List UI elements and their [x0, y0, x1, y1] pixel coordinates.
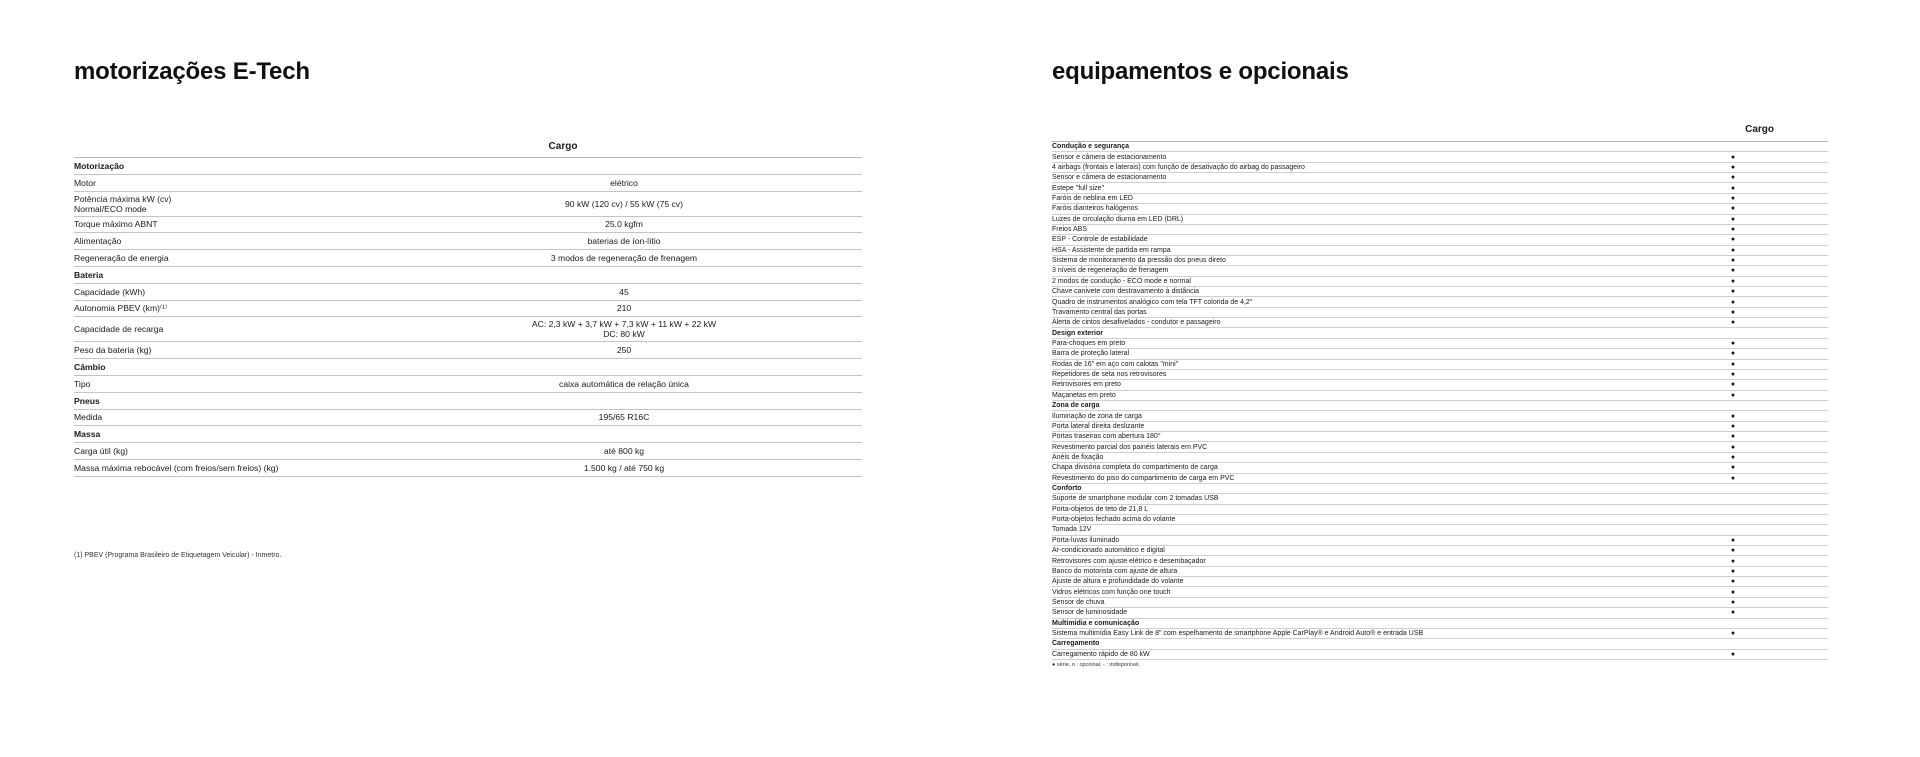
- section-header: [1052, 484, 1828, 494]
- row-label: Faróis de neblina em LED: [1052, 194, 1133, 202]
- row-label: Freios ABS: [1052, 226, 1088, 234]
- table-row: [1052, 411, 1828, 421]
- table-row: [1052, 629, 1828, 639]
- table-row: [74, 284, 862, 301]
- table-row: [74, 376, 862, 393]
- row-label: Medida: [74, 412, 103, 423]
- spec-rows: [74, 158, 862, 477]
- table-row: [1052, 183, 1828, 193]
- availability-mark: ●: [1730, 422, 1736, 430]
- row-value: até 800 kg: [603, 446, 645, 457]
- availability-mark: ●: [1730, 547, 1736, 555]
- row-value: 210: [616, 303, 632, 314]
- section-header: [1052, 619, 1828, 629]
- availability-mark: ●: [1730, 257, 1736, 265]
- table-row: [1052, 546, 1828, 556]
- table-row: [1052, 194, 1828, 204]
- row-label: Torque máximo ABNT: [74, 219, 158, 230]
- table-row: [1052, 650, 1828, 660]
- row-value: AC: 2,3 kW + 3,7 kW + 7,3 kW + 11 kW + 22 kW DC: 80 kW: [531, 319, 717, 340]
- row-label: Carga útil (kg): [74, 446, 128, 457]
- row-label: Capacidade de recarga: [74, 324, 164, 335]
- section-header: [1052, 401, 1828, 411]
- row-label: Sensor de chuva: [1052, 598, 1105, 606]
- table-row: [1052, 339, 1828, 349]
- row-label: HSA - Assistente de partida em rampa: [1052, 246, 1171, 254]
- table-row: [1052, 453, 1828, 463]
- table-row: [1052, 494, 1828, 504]
- row-label: 4 airbags (frontais e laterais) com função de desativação do airbag do passageiro: [1052, 163, 1305, 171]
- availability-mark: ●: [1730, 298, 1736, 306]
- row-label: Porta-luvas iluminado: [1052, 536, 1120, 544]
- availability-mark: ●: [1730, 360, 1736, 368]
- availability-mark: ●: [1730, 308, 1736, 316]
- legend: ● série. o : opcional. - : indisponível.: [1052, 662, 1141, 668]
- availability-mark: ●: [1730, 194, 1736, 202]
- table-row: [1052, 277, 1828, 287]
- equipment-rows: [1052, 142, 1828, 660]
- availability-mark: ●: [1730, 464, 1736, 472]
- row-label: Porta-objetos de teto de 21,8 L: [1052, 505, 1149, 513]
- availability-mark: ●: [1730, 433, 1736, 441]
- row-label: Conforto: [1052, 485, 1082, 493]
- row-value: baterias de íon-lítio: [587, 236, 661, 247]
- row-label: Sistema de monitoramento da pressão dos pneus direto: [1052, 257, 1226, 265]
- table-row: [1052, 349, 1828, 359]
- row-label: Tipo: [74, 378, 91, 389]
- availability-mark: ●: [1730, 567, 1736, 575]
- row-label: Porta lateral direita deslizante: [1052, 422, 1145, 430]
- table-row: [1052, 215, 1828, 225]
- row-label: Regeneração de energia: [74, 253, 169, 264]
- row-label: Bateria: [74, 269, 104, 280]
- table-row: [1052, 536, 1828, 546]
- row-label: Banco do motorista com ajuste de altura: [1052, 567, 1178, 575]
- table-row: [1052, 515, 1828, 525]
- table-row: [1052, 318, 1828, 328]
- row-label: Maçanetas em preto: [1052, 391, 1116, 399]
- row-label: Sensor e câmera de estacionamento: [1052, 153, 1167, 161]
- table-row: [1052, 525, 1828, 535]
- section-header: [74, 426, 862, 443]
- row-label: Barra de proteção lateral: [1052, 350, 1130, 358]
- table-row: [74, 410, 862, 427]
- section-header: [1052, 142, 1828, 152]
- column-header: Cargo: [74, 140, 862, 158]
- row-label: Tomada 12V: [1052, 526, 1092, 534]
- table-row: [1052, 152, 1828, 162]
- table-row: [1052, 474, 1828, 484]
- table-row: [74, 301, 862, 318]
- row-value: 1.500 kg / até 750 kg: [583, 462, 665, 473]
- row-label: Condução e segurança: [1052, 143, 1130, 151]
- table-row: [1052, 370, 1828, 380]
- table-row: [1052, 380, 1828, 390]
- table-row: [1052, 432, 1828, 442]
- row-value: 3 modos de regeneração de frenagem: [550, 253, 698, 264]
- row-label: Carregamento rápido de 80 kW: [1052, 650, 1150, 658]
- availability-mark: ●: [1730, 184, 1736, 192]
- table-row: [1052, 505, 1828, 515]
- availability-mark: ●: [1730, 598, 1736, 606]
- availability-mark: ●: [1730, 474, 1736, 482]
- page-title: equipamentos e opcionais: [1052, 58, 1349, 85]
- table-row: [1052, 225, 1828, 235]
- table-row: [1052, 587, 1828, 597]
- table-row: [74, 217, 862, 234]
- availability-mark: ●: [1730, 319, 1736, 327]
- row-label: Suporte de smartphone modular com 2 tomadas USB: [1052, 495, 1219, 503]
- availability-mark: ●: [1730, 391, 1736, 399]
- row-label: Quadro de instrumentos analógico com tela TFT colorida de 4,2": [1052, 298, 1253, 306]
- row-label: ESP - Controle de estabilidade: [1052, 236, 1148, 244]
- row-label: Chapa divisória completa do compartimento de carga: [1052, 464, 1218, 472]
- availability-mark: ●: [1730, 246, 1736, 254]
- availability-mark: ●: [1730, 536, 1736, 544]
- availability-mark: ●: [1730, 443, 1736, 451]
- availability-mark: ●: [1730, 371, 1736, 379]
- table-row: [1052, 235, 1828, 245]
- row-label: Ajuste de altura e profundidade do volante: [1052, 578, 1184, 586]
- row-label: Retrovisores com ajuste elétrico e desembaçador: [1052, 557, 1206, 565]
- row-label: Potência máxima kW (cv) Normal/ECO mode: [74, 193, 172, 214]
- table-row: [1052, 204, 1828, 214]
- availability-mark: ●: [1730, 609, 1736, 617]
- row-label: Massa máxima rebocável (com freios/sem freios) (kg): [74, 462, 279, 473]
- table-row: [1052, 556, 1828, 566]
- row-value: 250: [616, 345, 632, 356]
- table-row: [1052, 297, 1828, 307]
- availability-mark: ●: [1730, 650, 1736, 658]
- row-label: Motor: [74, 177, 96, 188]
- row-label: Sensor de luminosidade: [1052, 609, 1128, 617]
- row-label: Iluminação de zona de carga: [1052, 412, 1142, 420]
- table-row: [74, 317, 862, 342]
- table-row: [1052, 173, 1828, 183]
- table-row: [74, 443, 862, 460]
- table-row: [74, 250, 862, 267]
- row-label: Anéis de fixação: [1052, 453, 1104, 461]
- row-label: Peso da bateria (kg): [74, 345, 152, 356]
- availability-mark: ●: [1730, 557, 1736, 565]
- column-header: Cargo: [1052, 124, 1828, 142]
- table-row: [1052, 163, 1828, 173]
- availability-mark: ●: [1730, 453, 1736, 461]
- row-label: Câmbio: [74, 362, 106, 373]
- row-label: Autonomia PBEV (km)⁽¹⁾: [74, 303, 168, 314]
- row-label: Massa: [74, 429, 101, 440]
- availability-mark: ●: [1730, 215, 1736, 223]
- section-header: [74, 359, 862, 376]
- availability-mark: ●: [1730, 288, 1736, 296]
- row-label: Travamento central das portas: [1052, 308, 1147, 316]
- row-label: Ar-condicionado automático e digital: [1052, 547, 1165, 555]
- row-value: 195/65 R16C: [598, 412, 650, 423]
- row-value: 25,0 kgfm: [605, 219, 643, 230]
- row-label: Revestimento do piso do compartimento de carga em PVC: [1052, 474, 1235, 482]
- table-row: [1052, 308, 1828, 318]
- table-row: [1052, 598, 1828, 608]
- section-header: [1052, 328, 1828, 338]
- row-label: Multimídia e comunicação: [1052, 619, 1140, 627]
- row-label: Capacidade (kWh): [74, 286, 146, 297]
- row-label: Revestimento parcial dos painéis laterais em PVC: [1052, 443, 1208, 451]
- availability-mark: ●: [1730, 277, 1736, 285]
- availability-mark: ●: [1730, 412, 1736, 420]
- row-label: Alimentação: [74, 236, 122, 247]
- row-label: Rodas de 16" em aço com calotas "mini": [1052, 360, 1179, 368]
- table-row: [1052, 287, 1828, 297]
- row-label: Design exterior: [1052, 329, 1103, 337]
- row-label: Para-choques em preto: [1052, 340, 1126, 347]
- table-row: [1052, 608, 1828, 618]
- table-row: [1052, 246, 1828, 256]
- availability-mark: ●: [1730, 350, 1736, 358]
- row-label: Pneus: [74, 395, 100, 406]
- row-label: Portas traseiras com abertura 180°: [1052, 433, 1161, 441]
- spec-table: [74, 140, 862, 477]
- table-row: [1052, 391, 1828, 401]
- availability-mark: ●: [1730, 174, 1736, 182]
- row-label: 2 modos de condução - ECO mode e normal: [1052, 277, 1191, 285]
- row-value: 45: [619, 286, 629, 297]
- availability-mark: ●: [1730, 236, 1736, 244]
- table-row: [1052, 360, 1828, 370]
- availability-mark: ●: [1730, 153, 1736, 161]
- table-row: [74, 233, 862, 250]
- table-row: [74, 192, 862, 217]
- row-label: Retrovisores em preto: [1052, 381, 1121, 389]
- page-title: motorizações E-Tech: [74, 58, 310, 85]
- row-value: 90 kW (120 cv) / 55 kW (75 cv): [565, 198, 683, 209]
- availability-mark: ●: [1730, 205, 1736, 213]
- availability-mark: ●: [1730, 226, 1736, 234]
- availability-mark: ●: [1730, 267, 1736, 275]
- row-label: Luzes de circulação diurna em LED (DRL): [1052, 215, 1184, 223]
- table-row: [1052, 256, 1828, 266]
- row-label: Sensor e câmera de estacionamento: [1052, 174, 1167, 182]
- table-row: [1052, 442, 1828, 452]
- section-header: [1052, 639, 1828, 649]
- table-row: [1052, 463, 1828, 473]
- row-label: Carregamento: [1052, 640, 1100, 648]
- row-label: Estepe "full size": [1052, 184, 1105, 192]
- row-label: Repetidores de seta nos retrovisores: [1052, 371, 1167, 379]
- row-label: Alerta de cintos desafivelados - condutor e passageiro: [1052, 319, 1221, 327]
- table-row: [1052, 567, 1828, 577]
- availability-mark: ●: [1730, 381, 1736, 389]
- availability-mark: ●: [1730, 340, 1736, 347]
- row-label: Porta-objetos fechado acima do volante: [1052, 516, 1176, 524]
- row-label: 3 níveis de regeneração de frenagem: [1052, 267, 1169, 275]
- table-row: [1052, 266, 1828, 276]
- table-row: [1052, 577, 1828, 587]
- row-label: Vidros elétricos com função one touch: [1052, 588, 1171, 596]
- table-row: [74, 342, 862, 359]
- availability-mark: ●: [1730, 163, 1736, 171]
- availability-mark: ●: [1730, 630, 1736, 638]
- section-header: [74, 158, 862, 175]
- table-row: [1052, 422, 1828, 432]
- row-label: Zona de carga: [1052, 402, 1100, 410]
- row-label: Chave canivete com destravamento à distância: [1052, 288, 1200, 296]
- row-label: Faróis dianteiros halógenos: [1052, 205, 1138, 213]
- table-row: [74, 460, 862, 477]
- section-header: [74, 393, 862, 410]
- section-header: [74, 267, 862, 284]
- footnote: (1) PBEV (Programa Brasileiro de Etiquetagem Veicular) - Inmetro.: [74, 552, 282, 559]
- row-value: caixa automática de relação única: [559, 378, 689, 389]
- row-label: Motorização: [74, 160, 125, 171]
- equipment-table: [1052, 124, 1828, 660]
- row-label: Sistema multimídia Easy Link de 8" com espelhamento de smartphone Apple CarPlay® e Android Auto® e entrada USB: [1052, 630, 1424, 638]
- table-row: [74, 175, 862, 192]
- row-value: elétrico: [610, 177, 638, 188]
- availability-mark: ●: [1730, 578, 1736, 586]
- availability-mark: ●: [1730, 588, 1736, 596]
